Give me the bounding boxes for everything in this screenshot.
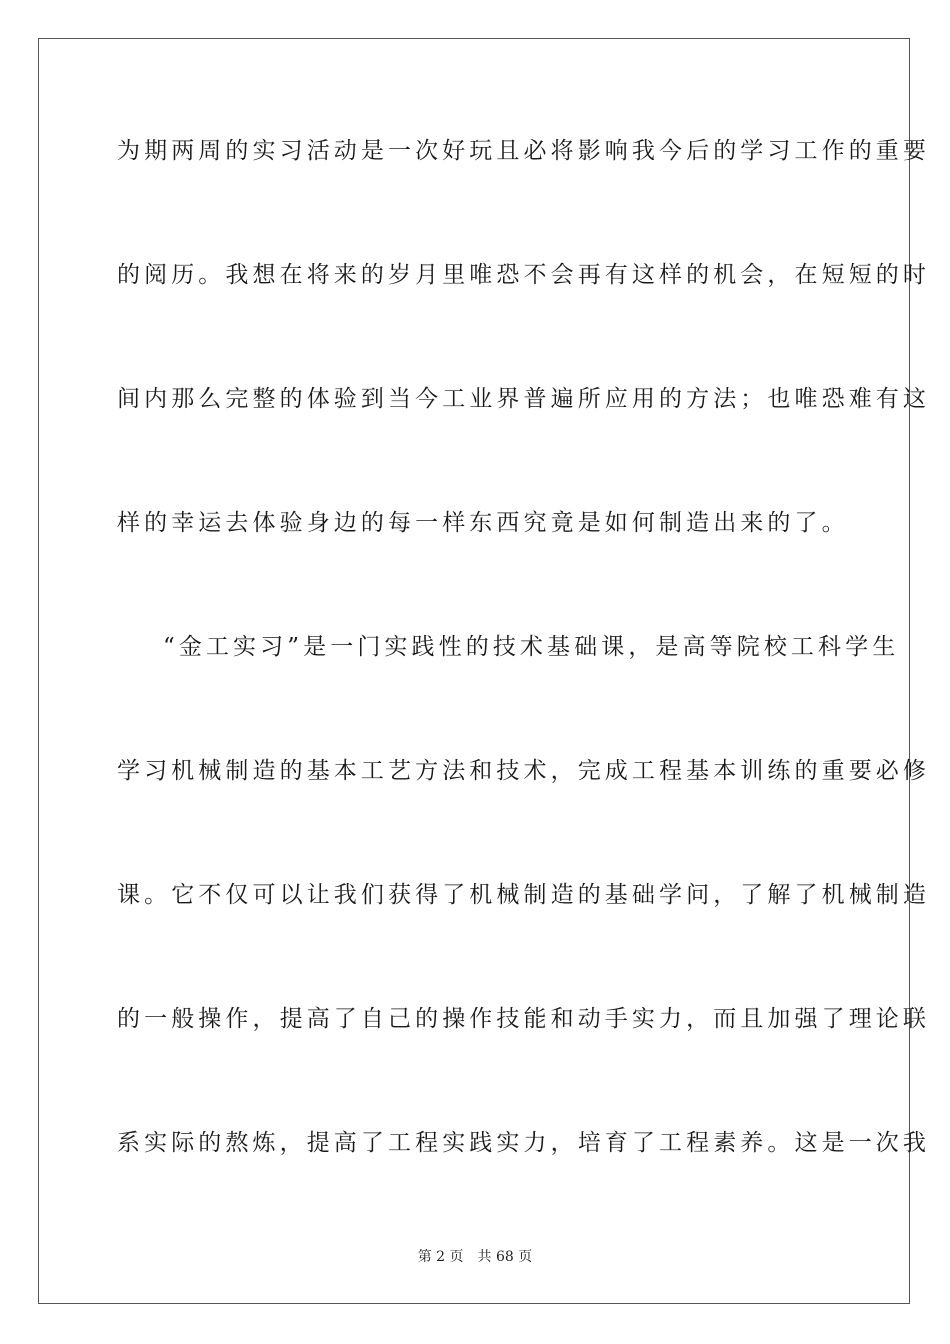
- text-line: 间内那么完整的体验到当今工业界普遍所应用的方法；也唯恐难有这: [117, 386, 930, 412]
- text-line: 系实际的熬炼，提高了工程实践实力，培育了工程素养。这是一次我: [117, 1130, 930, 1156]
- page-number: 第 2 页: [417, 1249, 464, 1265]
- paragraph-start-line: “金工实习”是一门实践性的技术基础课，是高等院校工科学生: [163, 634, 900, 660]
- page-border: [38, 38, 930, 1304]
- text-line: 课。它不仅可以让我们获得了机械制造的基础学问，了解了机械制造: [117, 882, 930, 908]
- page-footer: [0, 1248, 950, 1266]
- text-line: 样的幸运去体验身边的每一样东西究竟是如何制造出来的了。: [117, 510, 849, 536]
- text-line: 的一般操作，提高了自己的操作技能和动手实力，而且加强了理论联: [117, 1006, 930, 1032]
- text-line: 学习机械制造的基本工艺方法和技术，完成工程基本训练的重要必修: [117, 758, 930, 784]
- text-line: 的阅历。我想在将来的岁月里唯恐不会再有这样的机会，在短短的时: [117, 262, 930, 288]
- total-pages: 共 68 页: [477, 1249, 533, 1265]
- text-line: 为期两周的实习活动是一次好玩且必将影响我今后的学习工作的重要: [117, 138, 930, 164]
